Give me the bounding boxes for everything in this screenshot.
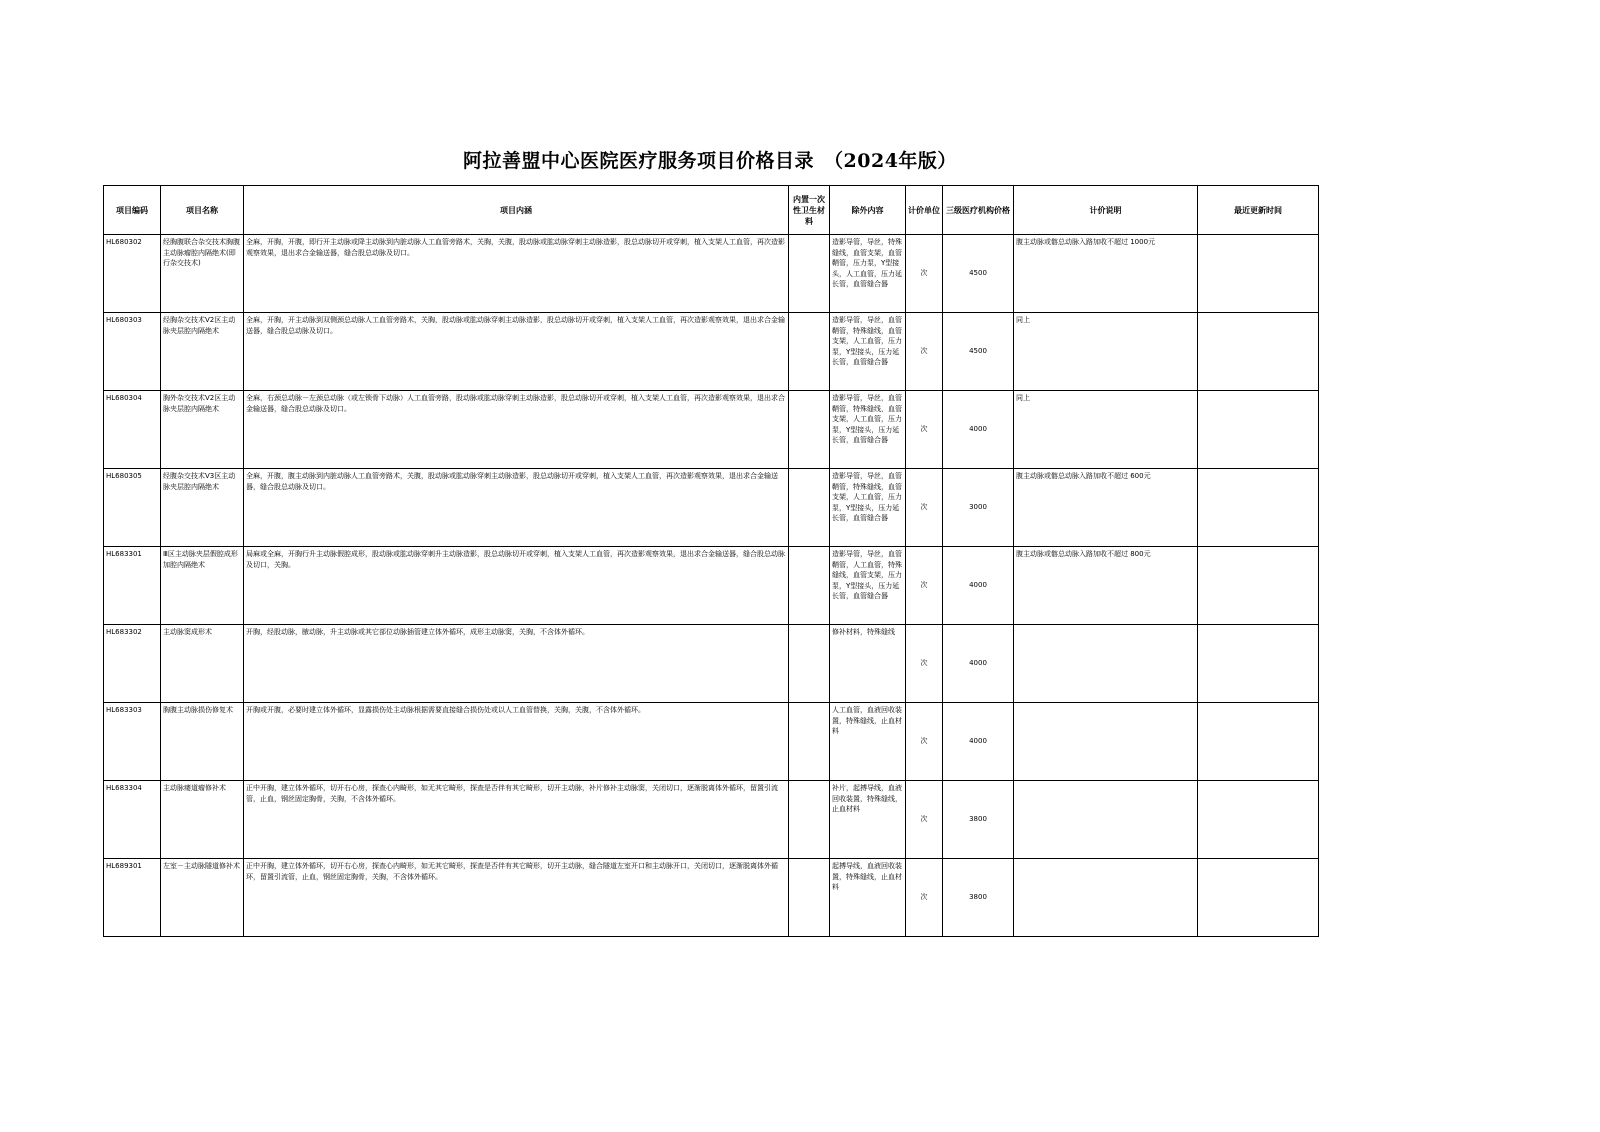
cell-builtin [789, 547, 830, 625]
cell-unit: 次 [906, 469, 943, 547]
table-row [104, 547, 1319, 625]
cell-code: HL683302 [104, 625, 161, 703]
cell-price: 4000 [943, 547, 1014, 625]
cell-code: HL683304 [104, 781, 161, 859]
cell-note [1014, 703, 1198, 781]
cell-updated [1198, 781, 1319, 859]
cell-content: 局麻或全麻，开胸行升主动脉假腔成形，股动脉或肱动脉穿刺升主动脉造影，股总动脉切开或穿刺，植入支架人工血管，再次造影观察效果，退出求合金输送器，缝合股总动脉及切口，关胸。 [244, 547, 789, 625]
cell-note: 腹主动脉或髂总动脉入路加收不超过 600元 [1014, 469, 1198, 547]
cell-content: 全麻，开胸，开腹，即行开主动脉或降主动脉到内脏动脉人工血管旁路术，关胸，关腹，股动脉或肱动脉穿刺主动脉造影，股总动脉切开或穿刺，植入支架人工血管，再次造影观察效果，退出求合金输送器，缝合股总动脉及切口。 [244, 235, 789, 313]
cell-code: HL680304 [104, 391, 161, 469]
header-unit: 计价单位 [906, 186, 943, 235]
header-note: 计价说明 [1014, 186, 1198, 235]
cell-name: 主动脉窦成形术 [161, 625, 244, 703]
cell-updated [1198, 547, 1319, 625]
cell-code: HL683303 [104, 703, 161, 781]
price-table [103, 185, 1319, 937]
cell-updated [1198, 859, 1319, 937]
cell-price: 4000 [943, 391, 1014, 469]
table-row [104, 235, 1319, 313]
header-name: 项目名称 [161, 186, 244, 235]
cell-price: 4000 [943, 703, 1014, 781]
cell-price: 3800 [943, 781, 1014, 859]
cell-builtin [789, 703, 830, 781]
cell-price: 4500 [943, 313, 1014, 391]
cell-updated [1198, 235, 1319, 313]
header-content: 项目内涵 [244, 186, 789, 235]
cell-content: 全麻，开胸，开主动脉到双侧颈总动脉人工血管旁路术，关胸，股动脉或肱动脉穿刺主动脉造影，股总动脉切开或穿刺，植入支架人工血管，再次造影观察效果，退出求合金输送器，缝合股总动脉及切口。 [244, 313, 789, 391]
cell-updated [1198, 469, 1319, 547]
table-row [104, 391, 1319, 469]
cell-unit: 次 [906, 781, 943, 859]
cell-excluded: 补片，起搏导线，血液回收装置，特殊缝线，止血材料 [830, 781, 906, 859]
cell-content: 正中开胸，建立体外循环，切开右心房，探查心内畸形，如无其它畸形，探查是否伴有其它畸形，切开主动脉，补片修补主动脉窦，关闭切口，逐渐脱离体外循环，留置引流管，止血，钢丝固定胸骨，关胸，不含体外循环。 [244, 781, 789, 859]
cell-unit: 次 [906, 625, 943, 703]
document-title: 阿拉善盟中心医院医疗服务项目价格目录 （2024年版） [463, 150, 957, 172]
cell-name: 主动脉瘘道瘤修补术 [161, 781, 244, 859]
cell-unit: 次 [906, 391, 943, 469]
header-builtin-material: 内置一次性卫生材料 [789, 186, 830, 235]
cell-content: 开胸或开腹，必要时建立体外循环，显露损伤处主动脉根据需要直接缝合损伤处或以人工血管替换，关胸，关腹，不含体外循环。 [244, 703, 789, 781]
cell-builtin [789, 859, 830, 937]
cell-note [1014, 859, 1198, 937]
cell-unit: 次 [906, 703, 943, 781]
cell-note [1014, 625, 1198, 703]
cell-unit: 次 [906, 547, 943, 625]
cell-name: 胸外杂交技术V2区主动脉夹层腔内隔绝术 [161, 391, 244, 469]
cell-code: HL680303 [104, 313, 161, 391]
cell-note: 同上 [1014, 391, 1198, 469]
header-code: 项目编码 [104, 186, 161, 235]
cell-code: HL683301 [104, 547, 161, 625]
cell-content: 全麻，开腹，腹主动脉到内脏动脉人工血管旁路术，关腹，股动脉或肱动脉穿刺主动脉造影，股总动脉切开或穿刺，植入支架人工血管，再次造影观察效果，退出求合金输送器，缝合股总动脉及切口。 [244, 469, 789, 547]
cell-updated [1198, 313, 1319, 391]
cell-name: 经胸腹联合杂交技术胸腹主动脉瘤腔内隔绝术(即行杂交技术) [161, 235, 244, 313]
cell-unit: 次 [906, 313, 943, 391]
cell-excluded: 人工血管，血液回收装置，特殊缝线，止血材料 [830, 703, 906, 781]
cell-builtin [789, 781, 830, 859]
cell-excluded: 造影导管，导丝，血管鞘管，人工血管，特殊缝线，血管支架，压力泵，Y型接头，压力延长管，血管缝合器 [830, 547, 906, 625]
cell-name: 经腹杂交技术V3区主动脉夹层腔内隔绝术 [161, 469, 244, 547]
cell-updated [1198, 391, 1319, 469]
cell-excluded: 造影导管，导丝，血管鞘管，特殊缝线，血管支架，人工血管，压力泵，Y型接头，压力延长管，血管缝合器 [830, 469, 906, 547]
cell-code: HL680302 [104, 235, 161, 313]
table-row [104, 781, 1319, 859]
cell-unit: 次 [906, 859, 943, 937]
cell-price: 3800 [943, 859, 1014, 937]
cell-note: 同上 [1014, 313, 1198, 391]
table-row [104, 625, 1319, 703]
cell-excluded: 造影导管，导丝，血管鞘管，特殊缝线，血管支架，人工血管，压力泵，Y型接头，压力延长管，血管缝合器 [830, 391, 906, 469]
cell-unit: 次 [906, 235, 943, 313]
cell-note: 腹主动脉或髂总动脉入路加收不超过 800元 [1014, 547, 1198, 625]
table-row [104, 703, 1319, 781]
cell-content: 开胸，经股动脉，腋动脉，升主动脉或其它部位动脉插管建立体外循环，成形主动脉窦，关胸，不含体外循环。 [244, 625, 789, 703]
cell-content: 正中开胸，建立体外循环，切开右心房，探查心内畸形，如无其它畸形，探查是否伴有其它畸形，切开主动脉，缝合隧道左室开口和主动脉开口，关闭切口，逐渐脱离体外循环，留置引流管，止血，钢丝固定胸骨，关胸，不含体外循环。 [244, 859, 789, 937]
cell-excluded: 造影导管，导丝，特殊缝线，血管支架，血管鞘管，压力泵，Y型接头，人工血管，压力延长管，血管缝合器 [830, 235, 906, 313]
header-price: 三级医疗机构价格 [943, 186, 1014, 235]
cell-excluded: 修补材料，特殊缝线 [830, 625, 906, 703]
cell-price: 4500 [943, 235, 1014, 313]
cell-note: 腹主动脉或髂总动脉入路加收不超过 1000元 [1014, 235, 1198, 313]
cell-code: HL680305 [104, 469, 161, 547]
cell-name: 经胸杂交技术V2区主动脉夹层腔内隔绝术 [161, 313, 244, 391]
cell-name: 胸腹主动脉损伤修复术 [161, 703, 244, 781]
cell-builtin [789, 469, 830, 547]
cell-excluded: 造影导管，导丝，血管鞘管，特殊缝线，血管支架，人工血管，压力泵，Y型接头，压力延长管，血管缝合器 [830, 313, 906, 391]
cell-updated [1198, 625, 1319, 703]
table-row [104, 859, 1319, 937]
table-row [104, 313, 1319, 391]
cell-name: 左室－主动脉隧道修补术 [161, 859, 244, 937]
cell-name: Ⅲ区主动脉夹层假腔成形加腔内隔绝术 [161, 547, 244, 625]
cell-content: 全麻，右颈总动脉－左颈总动脉（或左锁骨下动脉）人工血管旁路，股动脉或肱动脉穿刺主动脉造影，股总动脉切开或穿刺，植入支架人工血管，再次造影观察效果，退出求合金输送器，缝合股总动脉及切口。 [244, 391, 789, 469]
cell-updated [1198, 703, 1319, 781]
cell-code: HL689301 [104, 859, 161, 937]
cell-note [1014, 781, 1198, 859]
cell-excluded: 起搏导线，血液回收装置，特殊缝线，止血材料 [830, 859, 906, 937]
table-row [104, 469, 1319, 547]
cell-builtin [789, 235, 830, 313]
cell-builtin [789, 625, 830, 703]
header-excluded: 除外内容 [830, 186, 906, 235]
cell-price: 3000 [943, 469, 1014, 547]
header-updated: 最近更新时间 [1198, 186, 1319, 235]
cell-builtin [789, 313, 830, 391]
cell-price: 4000 [943, 625, 1014, 703]
table-header-row [104, 186, 1319, 235]
cell-builtin [789, 391, 830, 469]
